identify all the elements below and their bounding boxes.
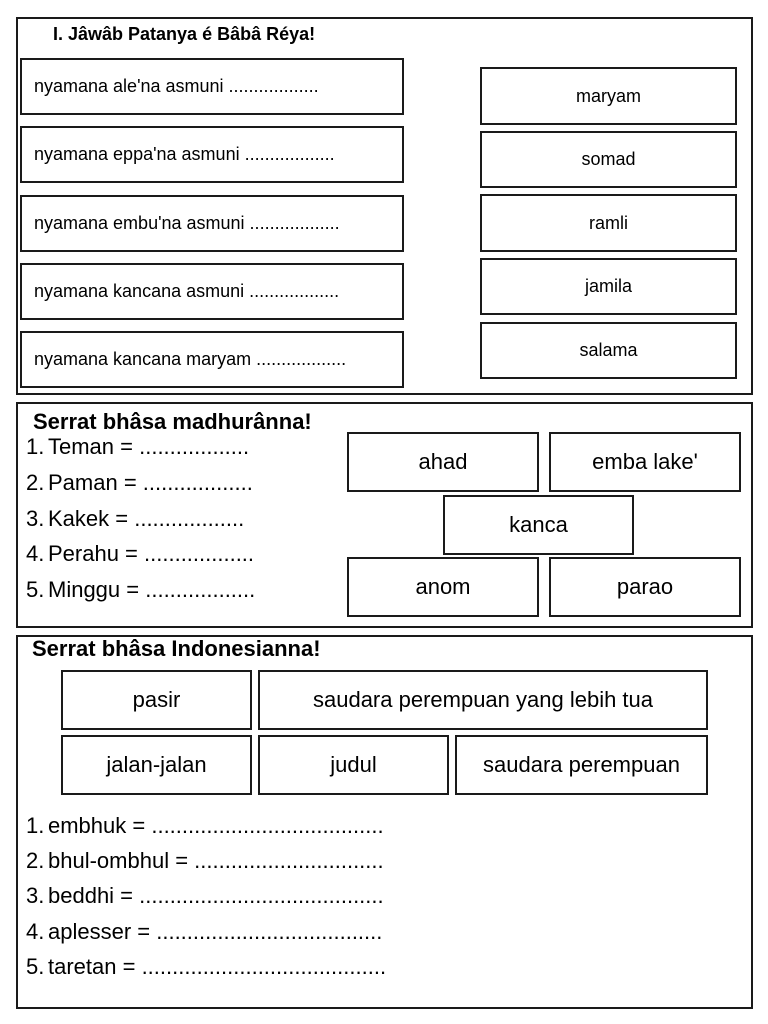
- answer-box: ramli: [480, 194, 737, 252]
- item-number: 4.: [26, 541, 45, 566]
- word-box: anom: [347, 557, 539, 617]
- item-number: 3.: [26, 506, 45, 531]
- list-item: [26, 813, 384, 839]
- question-box: nyamana kancana asmuni ..................: [20, 263, 404, 320]
- word-box: saudara perempuan: [455, 735, 708, 795]
- answer-box: jamila: [480, 258, 737, 315]
- item-number: 5.: [26, 954, 45, 979]
- list-item: [26, 919, 382, 945]
- item-text: embhuk = ......................................: [48, 813, 384, 838]
- word-box: emba lake': [549, 432, 741, 492]
- word-box: judul: [258, 735, 449, 795]
- section-2-title: Serrat bhâsa madhurânna!: [33, 409, 312, 434]
- word-box: pasir: [61, 670, 252, 730]
- list-item: [26, 470, 253, 496]
- section-3-title: Serrat bhâsa Indonesianna!: [32, 636, 321, 661]
- item-text: Kakek = ..................: [48, 506, 245, 531]
- word-box: kanca: [443, 495, 634, 555]
- item-text: Minggu = ..................: [48, 577, 256, 602]
- item-text: taretan = ........................................: [48, 954, 387, 979]
- question-box: nyamana embu'na asmuni ..................: [20, 195, 404, 252]
- question-box: nyamana ale'na asmuni ..................: [20, 58, 404, 115]
- item-number: 2.: [26, 470, 45, 495]
- word-box: saudara perempuan yang lebih tua: [258, 670, 708, 730]
- item-text: Teman = ..................: [48, 434, 250, 459]
- question-box: nyamana eppa'na asmuni ..................: [20, 126, 404, 183]
- list-item: [26, 848, 384, 874]
- question-box: nyamana kancana maryam ..................: [20, 331, 404, 388]
- word-box: parao: [549, 557, 741, 617]
- word-box: ahad: [347, 432, 539, 492]
- section-1-title: I. Jâwâb Patanya é Bâbâ Réya!: [53, 24, 316, 44]
- item-text: aplesser = .....................................: [48, 919, 383, 944]
- item-text: Paman = ..................: [48, 470, 253, 495]
- list-item: [26, 434, 249, 460]
- item-number: 3.: [26, 883, 45, 908]
- word-box: jalan-jalan: [61, 735, 252, 795]
- item-text: bhul-ombhul = ...............................: [48, 848, 384, 873]
- answer-box: somad: [480, 131, 737, 188]
- item-number: 1.: [26, 434, 45, 459]
- list-item: [26, 577, 255, 603]
- item-number: 1.: [26, 813, 45, 838]
- list-item: [26, 506, 244, 532]
- item-number: 5.: [26, 577, 45, 602]
- item-number: 4.: [26, 919, 45, 944]
- list-item: [26, 541, 254, 567]
- answer-box: maryam: [480, 67, 737, 125]
- list-item: [26, 954, 386, 980]
- list-item: [26, 883, 384, 909]
- answer-box: salama: [480, 322, 737, 379]
- item-number: 2.: [26, 848, 45, 873]
- item-text: beddhi = ........................................: [48, 883, 384, 908]
- item-text: Perahu = ..................: [48, 541, 255, 566]
